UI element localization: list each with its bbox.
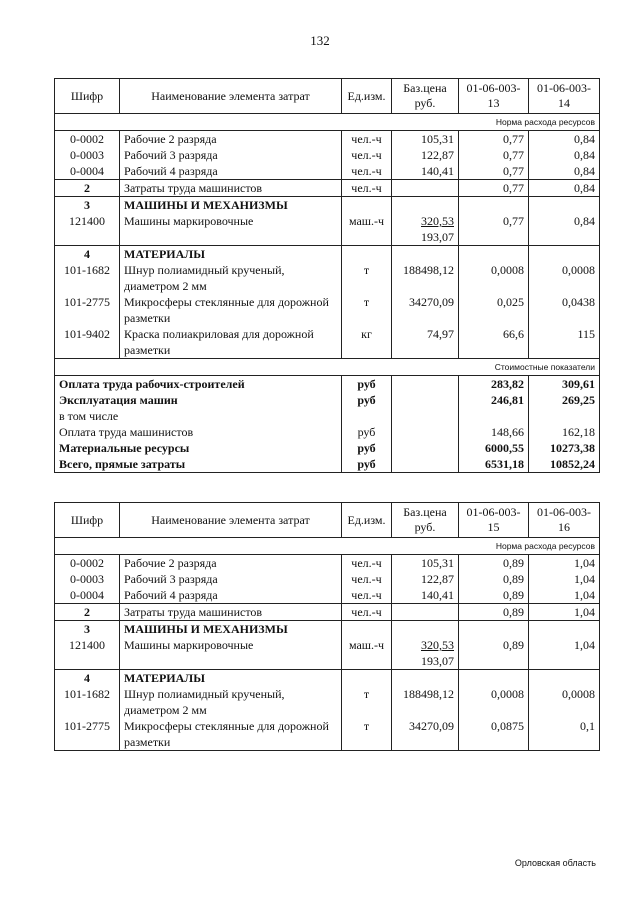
cell-price: 105,31 [392,555,459,572]
summary-name: Материальные ресурсы [55,440,342,456]
summary-row [55,376,600,393]
summary-value-a: 246,81 [459,392,529,408]
header-price: Баз.цена руб. [392,503,459,538]
header-name: Наименование элемента затрат [120,79,342,114]
cell-value-a: 0,89 [459,571,529,587]
price-value: 320,53 [421,214,454,228]
cell-value-a: 0,77 [459,180,529,197]
cell-code: 0-0003 [55,571,120,587]
summary-row [55,408,600,424]
header-row [55,79,600,114]
header-name: Наименование элемента затрат [120,503,342,538]
cell-name: Машины маркировочные [120,213,342,246]
cell-value-a: 0,0008 [459,686,529,718]
cell-value-a: 0,77 [459,163,529,180]
price-value: 320,53 [421,638,454,652]
summary-value-a: 6000,55 [459,440,529,456]
summary-value-b: 10273,38 [529,440,600,456]
summary-row [55,456,600,473]
cell-name: Шнур полиамидный крученый, диаметром 2 мм [120,686,342,718]
summary-value-b: 10852,24 [529,456,600,473]
cell-unit: чел.-ч [342,571,392,587]
cell-unit: т [342,262,392,294]
summary-value-b: 309,61 [529,376,600,393]
header-price: Баз.цена руб. [392,79,459,114]
cell-unit: маш.-ч [342,637,392,670]
cell-unit: чел.-ч [342,147,392,163]
section-code: 4 [55,246,120,263]
summary-name: Всего, прямые затраты [55,456,342,473]
cell-code: 0-0002 [55,131,120,148]
cell-price: 105,31 [392,131,459,148]
cell-value-a: 0,89 [459,604,529,621]
summary-row [55,440,600,456]
cell-price: 122,87 [392,147,459,163]
cell-value-a: 0,0875 [459,718,529,751]
summary-unit: руб [342,392,392,408]
cell-value-b: 0,84 [529,163,600,180]
cell-value-a: 0,77 [459,147,529,163]
cell-price [392,604,459,621]
cell-unit: чел.-ч [342,131,392,148]
cell-value-a: 66,6 [459,326,529,359]
summary-row [55,392,600,408]
cell-name: Краска полиакриловая для дорожной разметки [120,326,342,359]
cell-value-a: 0,89 [459,555,529,572]
cell-code: 101-9402 [55,326,120,359]
cell-unit: чел.-ч [342,180,392,197]
cell-code: 0-0002 [55,555,120,572]
cell-price: 140,41 [392,587,459,604]
cell-code: 0-0003 [55,147,120,163]
cell-name: Рабочий 3 разряда [120,147,342,163]
summary-name: Оплата труда машинистов [55,424,342,440]
price-operator-wage: 193,07 [421,654,454,668]
cell-name: Рабочий 4 разряда [120,163,342,180]
cell-name: Рабочие 2 разряда [120,131,342,148]
subheader-row [55,114,600,131]
price-operator-wage: 193,07 [421,230,454,244]
subheader-row [55,538,600,555]
summary-name: Эксплуатация машин [55,392,342,408]
summary-value-b: 269,25 [529,392,600,408]
summary-row [55,424,600,440]
cell-code: 101-1682 [55,686,120,718]
summary-value-b: 162,18 [529,424,600,440]
header-unit: Ед.изм. [342,79,392,114]
header-code: Шифр [55,503,120,538]
resource-table-2 [54,502,600,751]
cell-price [392,180,459,197]
cell-unit: чел.-ч [342,604,392,621]
subheader-row [55,359,600,376]
cell-value-a: 0,77 [459,131,529,148]
table-row [55,262,600,294]
header-col-a: 01-06-003-13 [459,79,529,114]
section-row [55,670,600,687]
cell-value-b: 1,04 [529,571,600,587]
table-row [55,555,600,572]
cell-unit: чел.-ч [342,555,392,572]
cell-value-b: 0,0008 [529,686,600,718]
cell-name: Рабочие 2 разряда [120,555,342,572]
header-col-b: 01-06-003-16 [529,503,600,538]
table-row [55,718,600,751]
section-code: 3 [55,197,120,214]
summary-name: в том числе [55,408,342,424]
cell-code: 101-2775 [55,718,120,751]
cell-value-b: 0,0008 [529,262,600,294]
section-row [55,246,600,263]
section-row [55,197,600,214]
cell-name: Машины маркировочные [120,637,342,670]
cell-name: Затраты труда машинистов [120,604,342,621]
cell-code: 121400 [55,637,120,670]
header-col-b: 01-06-003-14 [529,79,600,114]
cell-name: Затраты труда машинистов [120,180,342,197]
norm-subheader: Норма расхода ресурсов [55,114,600,131]
cell-value-b: 0,1 [529,718,600,751]
cell-value-b: 0,84 [529,180,600,197]
cell-value-b: 0,84 [529,213,600,246]
resource-table-1 [54,78,600,473]
table-row [55,294,600,326]
cell-value-b: 1,04 [529,587,600,604]
table-row [55,131,600,148]
cell-price: 140,41 [392,163,459,180]
table-row [55,180,600,197]
summary-name: Оплата труда рабочих-строителей [55,376,342,393]
table-row [55,686,600,718]
cell-value-a: 0,89 [459,587,529,604]
header-row [55,503,600,538]
summary-value-a: 148,66 [459,424,529,440]
cell-code: 0-0004 [55,587,120,604]
cell-name: Микросферы стеклянные для дорожной разметки [120,718,342,751]
section-title: МАШИНЫ И МЕХАНИЗМЫ [120,197,342,214]
cell-code: 101-1682 [55,262,120,294]
cell-value-a: 0,0008 [459,262,529,294]
cell-unit: т [342,718,392,751]
cell-price: 74,97 [392,326,459,359]
cell-unit: т [342,686,392,718]
summary-value-a: 6531,18 [459,456,529,473]
cell-price [392,637,459,670]
header-unit: Ед.изм. [342,503,392,538]
cell-code: 101-2775 [55,294,120,326]
table-row [55,604,600,621]
cell-value-b: 1,04 [529,637,600,670]
cell-name: Шнур полиамидный крученый, диаметром 2 мм [120,262,342,294]
section-title: МАШИНЫ И МЕХАНИЗМЫ [120,621,342,638]
cell-unit: чел.-ч [342,163,392,180]
table-row [55,163,600,180]
header-col-a: 01-06-003-15 [459,503,529,538]
cell-value-b: 1,04 [529,604,600,621]
cell-unit: т [342,294,392,326]
summary-unit: руб [342,376,392,393]
cell-value-b: 0,84 [529,131,600,148]
section-code: 3 [55,621,120,638]
cell-price: 188498,12 [392,686,459,718]
cell-price: 34270,09 [392,294,459,326]
cell-code: 121400 [55,213,120,246]
cell-price: 34270,09 [392,718,459,751]
cell-value-b: 0,0438 [529,294,600,326]
summary-unit: руб [342,456,392,473]
cell-value-a: 0,77 [459,213,529,246]
cell-unit: кг [342,326,392,359]
cell-code: 2 [55,180,120,197]
cell-name: Рабочий 3 разряда [120,571,342,587]
header-code: Шифр [55,79,120,114]
table-row [55,571,600,587]
cell-price [392,213,459,246]
summary-unit: руб [342,440,392,456]
section-row [55,621,600,638]
table-row [55,587,600,604]
cell-value-b: 115 [529,326,600,359]
table-row [55,637,600,670]
cell-value-b: 0,84 [529,147,600,163]
cell-code: 2 [55,604,120,621]
page-number: 132 [310,33,330,48]
section-title: МАТЕРИАЛЫ [120,246,342,263]
cell-code: 0-0004 [55,163,120,180]
region-footer: Орловская область [514,858,596,868]
cell-price: 122,87 [392,571,459,587]
cell-unit: чел.-ч [342,587,392,604]
cell-value-a: 0,89 [459,637,529,670]
section-title: МАТЕРИАЛЫ [120,670,342,687]
cell-unit: маш.-ч [342,213,392,246]
norm-subheader: Норма расхода ресурсов [55,538,600,555]
cell-name: Рабочий 4 разряда [120,587,342,604]
cell-name: Микросферы стеклянные для дорожной разметки [120,294,342,326]
table-row [55,326,600,359]
summary-unit: руб [342,424,392,440]
section-code: 4 [55,670,120,687]
cell-value-a: 0,025 [459,294,529,326]
cell-price: 188498,12 [392,262,459,294]
table-row [55,147,600,163]
cell-value-b: 1,04 [529,555,600,572]
table-row [55,213,600,246]
cost-subheader: Стоимостные показатели [55,359,600,376]
summary-value-a: 283,82 [459,376,529,393]
